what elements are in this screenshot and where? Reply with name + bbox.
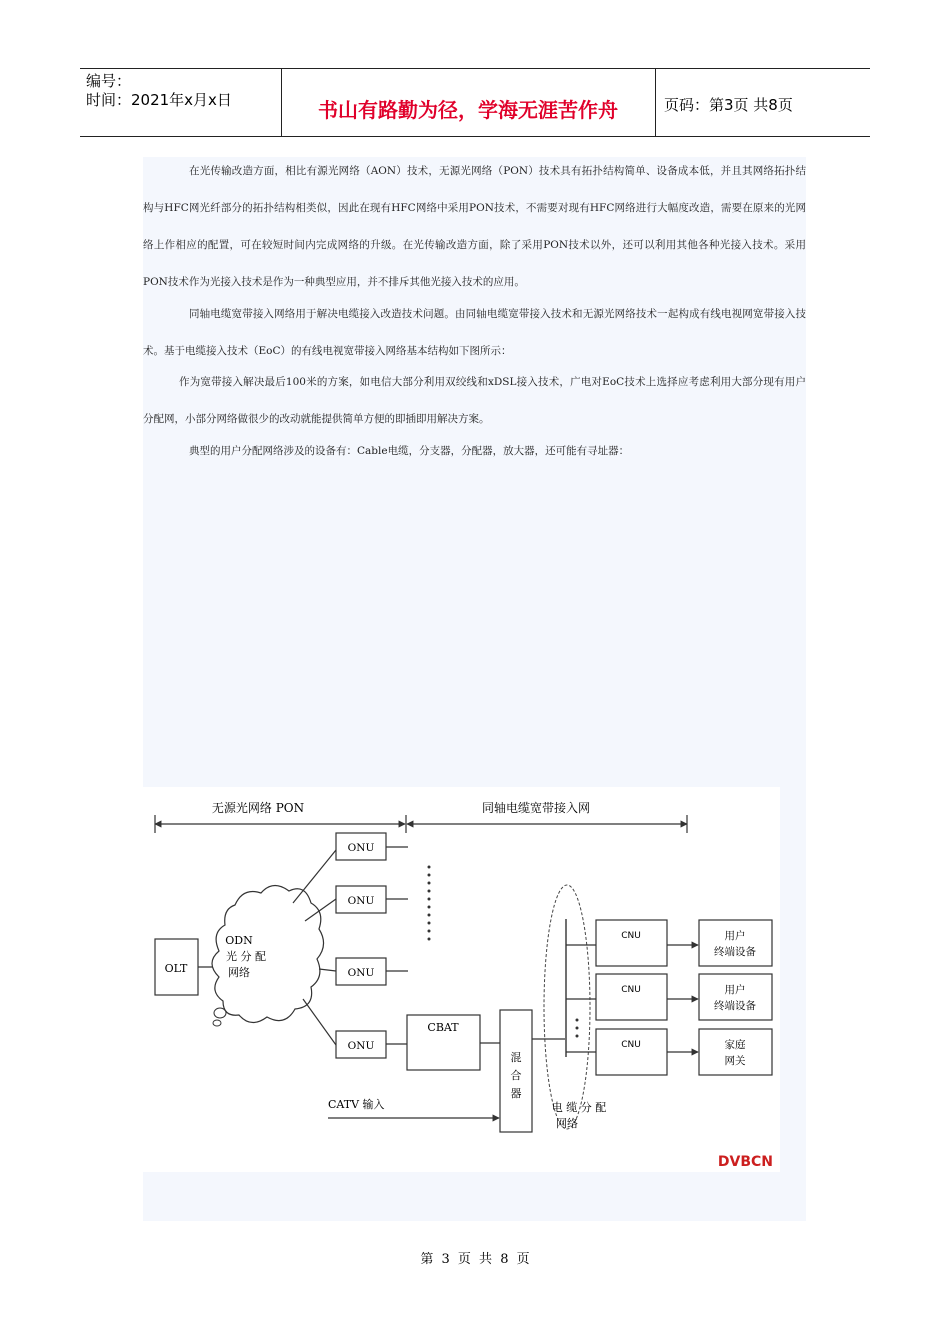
onu-label: ONU bbox=[347, 967, 375, 979]
olt-label: OLT bbox=[164, 962, 188, 975]
terminal-line: 终端设备 bbox=[714, 1000, 756, 1012]
cnu-label: CNU bbox=[621, 931, 641, 941]
network-diagram bbox=[143, 787, 780, 1172]
cbat-label: CBAT bbox=[427, 1021, 459, 1034]
cnu-label: CNU bbox=[621, 1040, 641, 1050]
dvbcn-logo: DVBCN bbox=[717, 1154, 773, 1170]
odn-line: 光 分 配 bbox=[226, 950, 266, 963]
header-top-rule bbox=[80, 68, 870, 69]
coax-label: 同轴电缆宽带接入网 bbox=[481, 801, 591, 815]
paragraph: 同轴电缆宽带接入网络用于解决电缆接入改造技术问题。由同轴电缆宽带接入技术和无源光网络技术一起构成有线电视网宽带接入技术。基于电缆接入技术（EoC）的有线电视宽带接入网络基本结构如下图所示： bbox=[143, 308, 806, 357]
cnu-box bbox=[596, 1029, 667, 1075]
terminal-box bbox=[699, 1029, 772, 1075]
cnu-label: CNU bbox=[621, 985, 641, 995]
cable-net-line: 网络 bbox=[556, 1117, 578, 1130]
terminal-box bbox=[699, 920, 772, 966]
paragraph: 在光传输改造方面，相比有源光网络（AON）技术，无源光网络（PON）技术具有拓扑结构简单、设备成本低，并且其网络拓扑结构与HFC网光纤部分的拓扑结构相类似，因此在现有HFC网络中采用PON技术，不需要对现有HFC网络进行大幅度改造，需要在原来的光网络上作相应的配置，可在较短时间内完成网络的升级。在光传输改造方面，除了采用PON技术以外，还可以利用其他各种光接入技术。采用PON技术作为光接入技术是作为一种典型应用，并不排斥其他光接入技术的应用。 bbox=[143, 165, 806, 288]
mixer-char: 器 bbox=[510, 1087, 522, 1100]
mixer-char: 合 bbox=[510, 1069, 522, 1082]
mixer-char: 混 bbox=[510, 1051, 522, 1064]
terminal-line: 网关 bbox=[724, 1055, 746, 1067]
time-label: 时间：2021年x月x日 bbox=[86, 91, 232, 109]
terminal-line: 终端设备 bbox=[714, 946, 756, 958]
odn-line: ODN bbox=[225, 934, 253, 947]
terminal-line: 用户 bbox=[724, 984, 746, 996]
terminal-line: 用户 bbox=[724, 930, 746, 942]
header-left bbox=[86, 72, 232, 110]
odn-line: 网络 bbox=[228, 966, 250, 979]
cnu-box bbox=[596, 974, 667, 1020]
cable-net-line: 电 缆 分 配 bbox=[551, 1101, 607, 1114]
onu-label: ONU bbox=[347, 895, 375, 907]
paragraph: 典型的用户分配网络涉及的设备有：Cable电缆，分支器，分配器，放大器，还可能有寻址器： bbox=[189, 445, 630, 457]
cnu-box bbox=[596, 920, 667, 966]
number-label: 编号： bbox=[86, 72, 132, 90]
header-bottom-rule bbox=[80, 136, 870, 137]
header-motto: 书山有路勤为径，学海无涯苦作舟 bbox=[318, 98, 618, 122]
page-footer: 第 3 页 共 8 页 bbox=[420, 1252, 530, 1267]
terminal-line: 家庭 bbox=[724, 1039, 746, 1051]
header-page-label: 页码：第3页 共8页 bbox=[664, 96, 793, 114]
onu-label: ONU bbox=[347, 1040, 375, 1052]
pon-label: 无源光网络 PON bbox=[211, 801, 305, 815]
header-divider bbox=[655, 68, 656, 136]
paragraph: 作为宽带接入解决最后100米的方案，如电信大部分利用双绞线和xDSL接入技术，广电对EoC技术上选择应考虑利用大部分现有用户分配网，小部分网络做很少的改动就能提供简单方便的即插即用解决方案。 bbox=[143, 376, 806, 425]
onu-label: ONU bbox=[347, 842, 375, 854]
terminal-box bbox=[699, 974, 772, 1020]
catv-label: CATV 输入 bbox=[328, 1098, 385, 1111]
